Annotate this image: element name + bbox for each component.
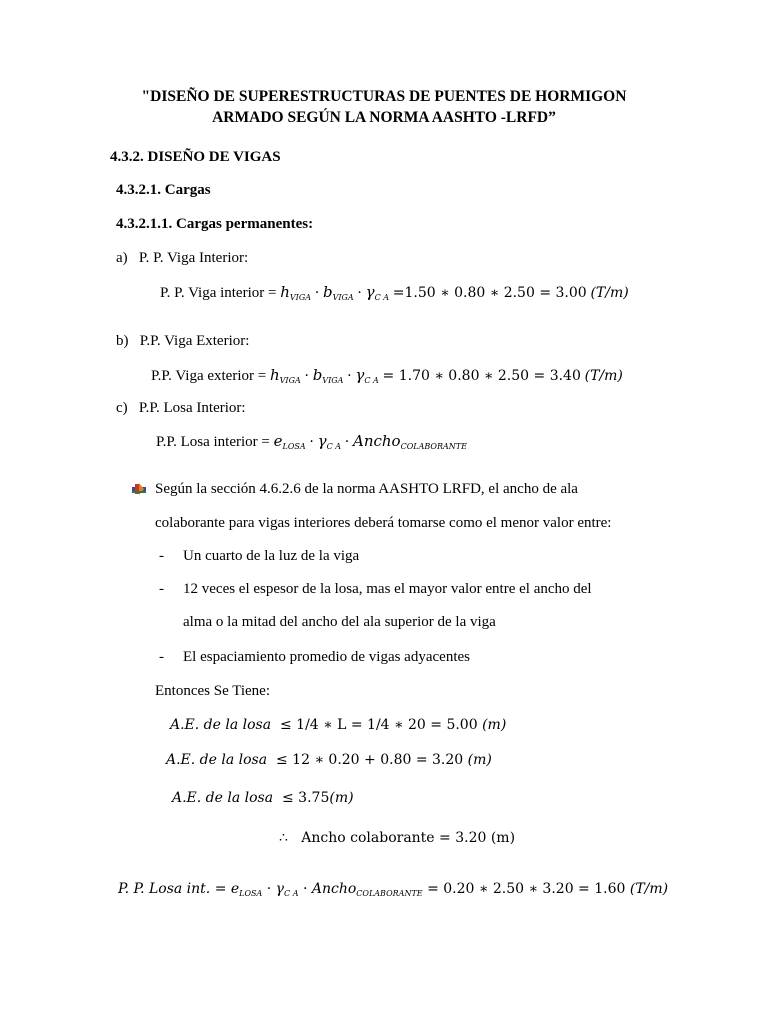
subsection-heading: 4.3.2.1. Cargas: [116, 182, 211, 198]
item-b-label: b): [116, 333, 129, 349]
dot: ·: [344, 434, 350, 450]
formula-b-unit: (T/m): [584, 368, 623, 384]
item-b: [116, 333, 249, 350]
ae-unit: (m): [329, 790, 354, 806]
dash-marker: -: [159, 649, 164, 665]
ae-result-text: Ancho colaborante = 3.20 (m): [301, 830, 516, 846]
dot: ·: [347, 368, 352, 384]
formula-a-rhs: =1.50 ∗ 0.80 ∗ 2.50 = 3.00: [392, 285, 587, 301]
note-line-1: Según la sección 4.6.2.6 de la norma AASHTO LRFD, el ancho de ala: [155, 481, 578, 497]
item-a-label: a): [116, 250, 128, 266]
dash-marker: -: [159, 581, 164, 597]
symbol-ancho: Ancho$_{COLABORANTE}$: [311, 881, 423, 898]
ae-equation-2: [166, 752, 492, 768]
document-title: [0, 86, 768, 128]
dot: ·: [266, 881, 272, 897]
note-line-2: colaborante para vigas interiores deberá tomarse como el menor valor entre:: [155, 515, 612, 531]
option-1: Un cuarto de la luz de la viga: [183, 548, 360, 564]
ae-lhs: A.E. de la losa: [166, 752, 268, 768]
therefore-symbol: ∴: [279, 830, 288, 846]
dot: ·: [314, 285, 320, 301]
item-b-text: P.P. Viga Exterior:: [139, 333, 250, 349]
symbol-b: $b_{VIGA}$: [322, 283, 354, 302]
arrow-bullet-icon: [131, 482, 147, 501]
item-a: [116, 250, 248, 267]
formula-a-lhs: P. P. Viga interior =: [160, 285, 281, 301]
title-line-2: ARMADO SEGÚN LA NORMA AASHTO -LRFD”: [212, 109, 556, 126]
formula-a: [160, 283, 629, 302]
ae-eq1: ≤ 1/4 ∗ L = 1/4 ∗ 20 = 5.00: [280, 717, 478, 733]
ae-equation-1: [170, 717, 506, 733]
title-line-1: "DISEÑO DE SUPERESTRUCTURAS DE PUENTES DE HORMIGON: [141, 88, 627, 105]
dot: ·: [357, 285, 362, 301]
ae-equation-3: [172, 790, 354, 806]
ae-eq3: ≤ 3.75: [282, 790, 330, 806]
item-a-text: P. P. Viga Interior:: [138, 250, 249, 266]
formula-b: [151, 366, 623, 385]
symbol-gamma: $\gamma_{C A}$: [275, 881, 299, 898]
subsubsection-heading: 4.3.2.1.1. Cargas permanentes:: [116, 216, 314, 232]
dash-marker: -: [159, 548, 164, 564]
final-rhs: = 0.20 ∗ 2.50 ∗ 3.20 = 1.60: [427, 881, 626, 897]
dot: ·: [302, 881, 308, 897]
formula-c-lhs: P.P. Losa interior =: [156, 434, 274, 450]
formula-a-unit: (T/m): [590, 285, 629, 301]
final-unit: (T/m): [629, 881, 669, 897]
dot: ·: [309, 434, 314, 450]
ae-unit: (m): [467, 752, 492, 768]
formula-b-lhs: P.P. Viga exterior =: [151, 368, 270, 384]
then-text: Entonces Se Tiene:: [155, 683, 270, 699]
final-equation: [118, 881, 668, 897]
option-3: El espaciamiento promedio de vigas adyacentes: [183, 649, 470, 665]
final-lhs: P. P. Losa int. =: [118, 881, 231, 897]
symbol-b: $b_{VIGA}$: [312, 366, 344, 385]
symbol-h: $h_{VIGA}$: [280, 283, 311, 302]
symbol-ancho: Ancho$_{COLABORANTE}$: [353, 432, 467, 451]
ae-unit: (m): [482, 717, 507, 733]
formula-c: [156, 432, 467, 451]
symbol-e: $e_{LOSA}$: [273, 432, 306, 451]
symbol-gamma: $\gamma_{C A}$: [355, 366, 379, 385]
symbol-gamma: $\gamma_{C A}$: [317, 432, 342, 451]
formula-b-rhs: = 1.70 ∗ 0.80 ∗ 2.50 = 3.40: [382, 368, 581, 384]
item-c-label: c): [116, 400, 128, 416]
option-2-line-1: 12 veces el espesor de la losa, mas el mayor valor entre el ancho del: [183, 581, 592, 597]
option-2-line-2: alma o la mitad del ancho del ala superior de la viga: [183, 614, 496, 630]
item-c-text: P.P. Losa Interior:: [138, 400, 246, 416]
dot: ·: [304, 368, 309, 384]
ae-lhs: A.E. de la losa: [170, 717, 272, 733]
item-c: [116, 400, 246, 417]
ae-result: [279, 830, 515, 846]
symbol-e: $e_{LOSA}$: [230, 881, 263, 898]
symbol-h: $h_{VIGA}$: [269, 366, 301, 385]
ae-lhs: A.E. de la losa: [172, 790, 274, 806]
symbol-gamma: $\gamma_{C A}$: [365, 283, 390, 302]
ae-eq2: ≤ 12 ∗ 0.20 + 0.80 = 3.20: [276, 752, 464, 768]
section-heading: 4.3.2. DISEÑO DE VIGAS: [110, 149, 281, 165]
